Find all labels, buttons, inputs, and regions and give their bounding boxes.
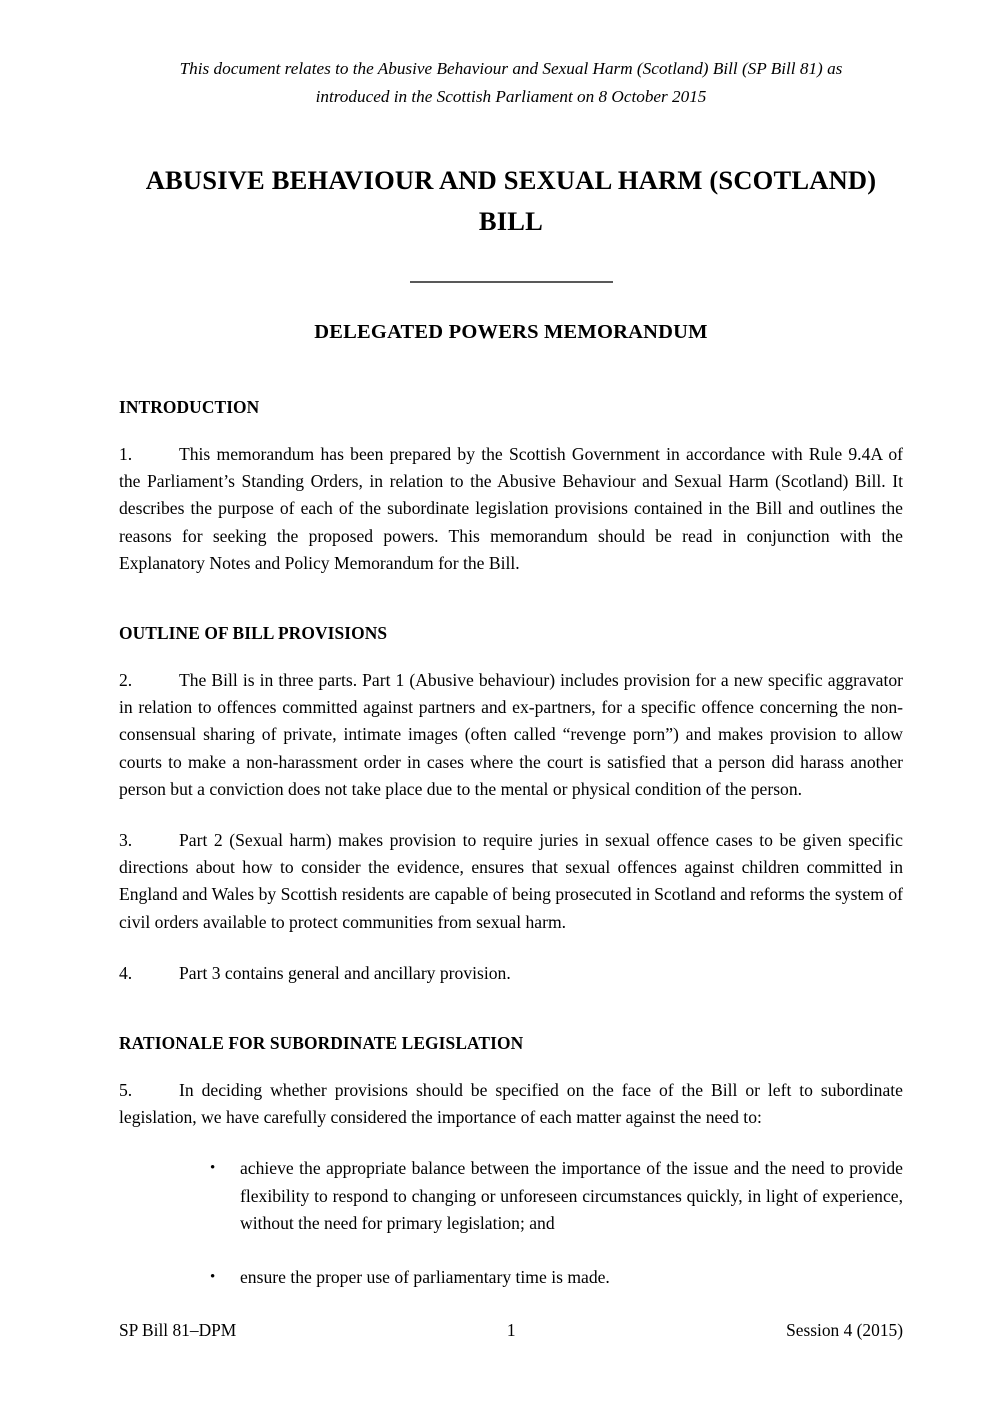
page-footer: [119, 1318, 903, 1342]
footer-page-number: 1: [506, 1320, 516, 1340]
bullet-icon: •: [210, 1160, 216, 1177]
paragraph-4-text: Part 3 contains general and ancillary provision.: [179, 962, 511, 983]
paragraph-2-number: 2.: [119, 670, 133, 691]
document-title: ABUSIVE BEHAVIOUR AND SEXUAL HARM (SCOTLAND) BILL: [145, 165, 877, 236]
paragraph-1: [119, 441, 903, 577]
paragraph-4: [119, 960, 903, 987]
paragraph-3-text: Part 2 (Sexual harm) makes provision to require juries in sexual offence cases to be given specific directions about how to consider the evidence, ensures that sexual offences against children committed in England and Wales by Scottish residents are capable of being prosecuted in Scotland and reforms the system of civil orders available to protect communities from sexual harm.: [119, 830, 903, 932]
list-item-text: achieve the appropriate balance between the importance of the issue and the need to provide flexibility to respond to changing or unforeseen circumstances quickly, in light of experience, without the need for primary legislation; and: [240, 1158, 903, 1233]
section-heading-outline: OUTLINE OF BILL PROVISIONS: [119, 623, 388, 644]
running-header-line-2: introduced in the Scottish Parliament on 8 October 2015: [315, 87, 707, 106]
document-subtitle: DELEGATED POWERS MEMORANDUM: [314, 321, 708, 343]
footer-session: Session 4 (2015): [786, 1320, 903, 1340]
paragraph-2-text: The Bill is in three parts. Part 1 (Abusive behaviour) includes provision for a new specific aggravator in relation to offences committed against partners and ex-partners, for a specific offence concerning the non-consensual sharing of private, intimate images (often called “revenge porn”) and makes provision to allow courts to make a non-harassment order in cases where the court is satisfied that a person did harass another person but a conviction does not take place due to the mental or physical condition of the person.: [119, 670, 903, 799]
list-item: [210, 1155, 903, 1237]
paragraph-2: [119, 667, 903, 803]
paragraph-1-text: This memorandum has been prepared by the Scottish Government in accordance with Rule 9.4A of the Parliament’s Standing Orders, in relation to the Abusive Behaviour and Sexual Harm (Scotland) Bill. It describes the purpose of each of the subordinate legislation provisions contained in the Bill and outlines the reasons for seeking the proposed powers. This memorandum should be read in conjunction with the Explanatory Notes and Policy Memorandum for the Bill.: [119, 444, 903, 573]
title-divider: [119, 281, 903, 283]
list-item: [210, 1264, 903, 1291]
paragraph-5-text: In deciding whether provisions should be specified on the face of the Bill or left to subordinate legislation, we have carefully considered the importance of each matter against the need to:: [119, 1080, 903, 1128]
running-header: [119, 55, 903, 111]
paragraph-4-number: 4.: [119, 962, 133, 983]
paragraph-1-number: 1.: [119, 444, 133, 464]
section-heading-introduction: INTRODUCTION: [119, 397, 260, 417]
paragraph-3: [119, 827, 903, 936]
list-item-text: ensure the proper use of parliamentary time is made.: [240, 1267, 610, 1288]
running-header-line-1: This document relates to the Abusive Behaviour and Sexual Harm (Scotland) Bill (SP Bill 81) as: [179, 59, 843, 78]
paragraph-3-number: 3.: [119, 830, 133, 851]
paragraph-5: [119, 1077, 903, 1131]
section-heading-rationale: RATIONALE FOR SUBORDINATE LEGISLATION: [119, 1033, 524, 1054]
bullet-icon: •: [210, 1269, 216, 1286]
divider-rule: [410, 281, 613, 283]
rationale-bullet-list: [119, 1155, 903, 1291]
footer-bill-reference: SP Bill 81–DPM: [119, 1320, 237, 1340]
page-content: [119, 0, 903, 1291]
paragraph-5-number: 5.: [119, 1080, 133, 1101]
